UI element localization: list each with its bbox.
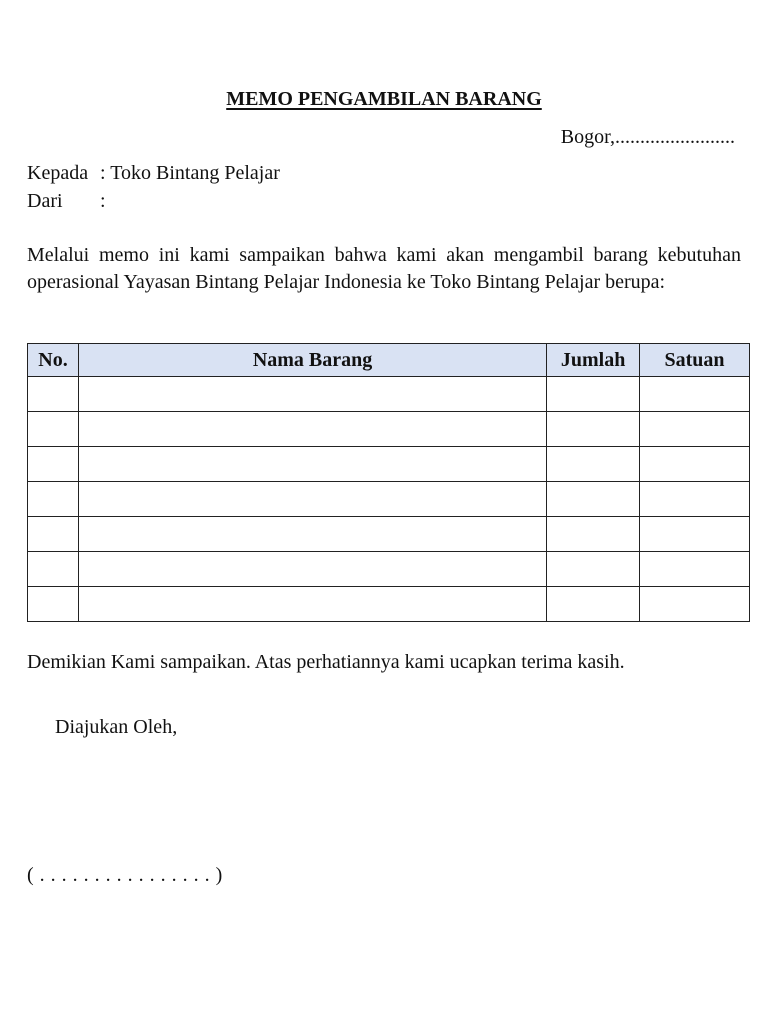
- cell-jumlah: [547, 482, 640, 517]
- recipient-value: : Toko Bintang Pelajar: [100, 162, 280, 184]
- cell-satuan: [640, 552, 750, 587]
- cell-no: [28, 377, 79, 412]
- cell-nama-barang: [78, 412, 546, 447]
- cell-no: [28, 587, 79, 622]
- date-line: Bogor,........................: [560, 126, 735, 148]
- cell-jumlah: [547, 552, 640, 587]
- submitted-by: Diajukan Oleh,: [55, 716, 178, 738]
- cell-satuan: [640, 587, 750, 622]
- cell-nama-barang: [78, 482, 546, 517]
- cell-jumlah: [547, 377, 640, 412]
- cell-jumlah: [547, 412, 640, 447]
- items-table: [27, 343, 750, 622]
- cell-jumlah: [547, 587, 640, 622]
- cell-satuan: [640, 377, 750, 412]
- table-row: [28, 482, 750, 517]
- recipient-label: Kepada: [27, 162, 89, 184]
- cell-no: [28, 447, 79, 482]
- header-no: No.: [28, 344, 79, 377]
- cell-nama-barang: [78, 377, 546, 412]
- header-satuan: Satuan: [640, 344, 750, 377]
- table-row: [28, 587, 750, 622]
- header-jumlah: Jumlah: [547, 344, 640, 377]
- intro-paragraph: Melalui memo ini kami sampaikan bahwa kami akan mengambil barang kebutuhan operasional Yayasan Bintang Pelajar Indonesia ke Toko Bintang Pelajar berupa:: [27, 244, 741, 293]
- closing-sentence: Demikian Kami sampaikan. Atas perhatiannya kami ucapkan terima kasih.: [27, 651, 625, 673]
- items-table-body: [28, 377, 750, 622]
- sender-label: Dari: [27, 190, 63, 212]
- cell-nama-barang: [78, 447, 546, 482]
- cell-no: [28, 482, 79, 517]
- items-table-header: [28, 344, 750, 377]
- sender-value: :: [100, 190, 106, 212]
- signature-placeholder: ( . . . . . . . . . . . . . . . . ): [27, 864, 223, 886]
- cell-jumlah: [547, 517, 640, 552]
- cell-nama-barang: [78, 552, 546, 587]
- cell-satuan: [640, 447, 750, 482]
- table-row: [28, 517, 750, 552]
- table-row: [28, 552, 750, 587]
- cell-satuan: [640, 482, 750, 517]
- table-row: [28, 412, 750, 447]
- recipient-line: [27, 162, 280, 185]
- table-row: [28, 377, 750, 412]
- cell-no: [28, 517, 79, 552]
- cell-no: [28, 412, 79, 447]
- cell-satuan: [640, 517, 750, 552]
- header-nama-barang: Nama Barang: [78, 344, 546, 377]
- memo-title: MEMO PENGAMBILAN BARANG: [226, 88, 542, 110]
- table-row: [28, 447, 750, 482]
- cell-jumlah: [547, 447, 640, 482]
- cell-nama-barang: [78, 587, 546, 622]
- cell-satuan: [640, 412, 750, 447]
- cell-no: [28, 552, 79, 587]
- sender-line: [27, 190, 106, 213]
- cell-nama-barang: [78, 517, 546, 552]
